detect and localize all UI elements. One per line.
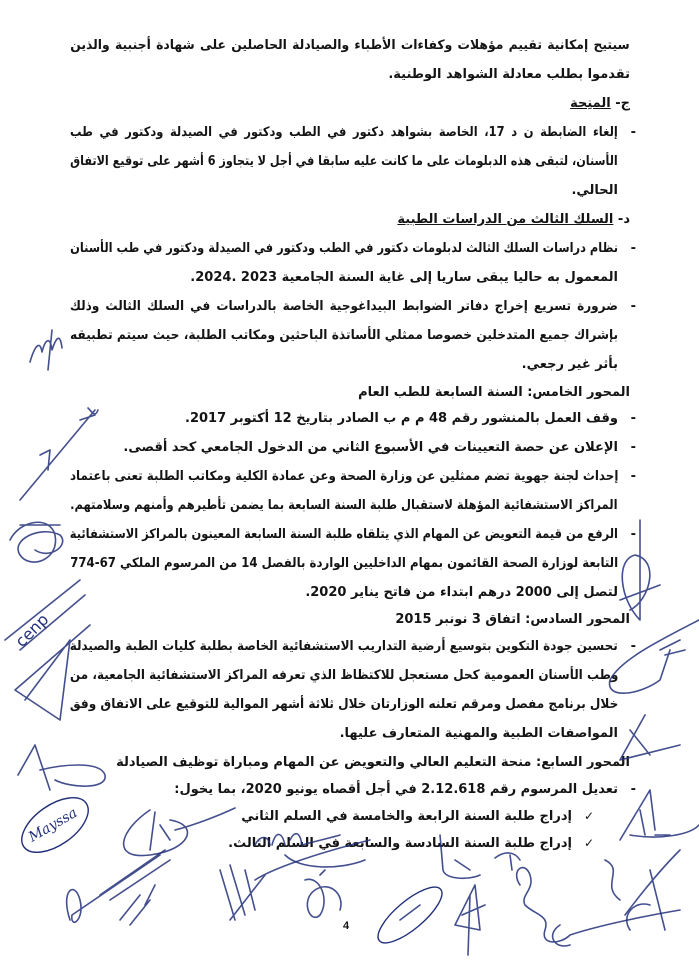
axis5-item4-line2: التابعة لوزارة الصحة القائمون بمهام الداخليين الواردة بالفصل 14 من المرسوم الملكي 67-774 [70,556,618,571]
axis5-item3-line1: إحداث لجنة جهوية تضم ممثلين عن وزارة الصحة وعن عمادة الكلية ومكاتب الطلبة تعنى باعتماد [69,469,618,484]
section-d-item1-line2: المعمول به حاليا يبقى ساريا إلى غاية السنة الجامعية 2023 .2024. [190,270,618,285]
section-c-title: المنِحة [570,96,611,111]
axis6-item1-line4: المواصفات الطبية والمهنية المتعارف عليها. [339,726,618,741]
axis6-item1-line3: خلال برنامج مفصل ومرقم تعلنه الوزارتان خلال ثلاثة أشهر الموالية للتوقيع على الاتفاق وفق [69,697,618,712]
section-c-prefix: ج- [615,96,630,111]
axis5-item2: الإعلان عن حصة التعيينات في الأسبوع الثاني من الدخول الجامعي كحد أقصى. [123,440,618,455]
bullet-dash: - [630,782,636,797]
section-d-item1-line1: نظام دراسات السلك الثالث لدبلومات دكتور في الطب ودكتور في الصيدلة ودكتور في طب الأسنان [70,241,618,256]
intro-line-2: تقدموا بطلب معادلة الشواهد الوطنية. [388,67,630,82]
document-body [69,0,636,960]
signature-mayssa-text: Mayssa [26,804,81,846]
axis6-title: المحور السادس: اتفاق 3 نونبر 2015 [395,612,630,627]
page-number: 4 [343,920,350,932]
section-d-item2-line2: بإشراك جميع المتدخلين خصوصا ممثلي الأساتذة الباحثين ومكاتب الطلبة، حيث سيتم تطبيقه [69,328,618,343]
section-d-prefix: د- [617,212,630,227]
section-c-item1-line3: الحالي. [571,183,618,198]
axis5-title: المحور الخامس: السنة السابعة للطب العام [358,385,630,400]
bullet-dash: - [630,639,636,654]
section-d-item2-line3: بأثر غير رجعي. [521,357,618,372]
bullet-dash: - [630,241,636,256]
axis6-item1-line1: تحسين جودة التكوين بتوسيع أرضية التداريب الاستشفائية الخاصة بطلبة كليات الطبة والصيدلة [69,639,618,654]
checkmark-icon: ✓ [583,809,594,823]
axis5-item4-line1: الرفع من قيمة التعويض عن المهام الذي يتلقاه طلبة السنة السابعة المعينون بالمراكز الاستشفائية [69,527,618,542]
axis7-sub1: إدراج طلبة السنة الرابعة والخامسة في السلم الثاني [241,809,572,824]
section-c-heading [570,89,630,118]
axis5-item3-line2: المراكز الاستشفائية المؤهلة لاستقبال طلبة السنة السابعة بما يضمن تأطيرهم وأمنهم وسلامتهم. [70,498,618,513]
axis5-item4-line3: لتصل إلى 2000 درهم ابتداء من فاتح يناير 2020. [305,585,618,600]
checkmark-icon: ✓ [583,836,594,850]
bullet-dash: - [630,125,636,140]
section-c-item1-line1: إلغاء الضابطة ن د 17، الخاصة بشواهد دكتور في الطب ودكتور في الصيدلة ودكتور في طب [70,125,618,140]
section-d-title: السلك الثالث من الدراسات الطبية [397,212,614,227]
section-d-heading [397,205,630,234]
section-c-item1-line2: الأسنان، لتبقى هذه الدبلومات على ما كانت عليه سابقا في أجل لا يتجاوز 6 أشهر على توقيع الاتفاق [70,154,618,169]
bullet-dash: - [630,527,636,542]
bullet-dash: - [630,299,636,314]
axis6-item1-line2: وطب الأسنان العمومية كحل مستعجل للاكتظاظ الذي تعرفه المراكز الاستشفائية الجامعية، من [69,668,618,683]
bullet-dash: - [630,469,636,484]
axis7-sub2: إدراج طلبة السنة السادسة والسابعة في السلم الثالث. [228,836,572,851]
bullet-dash: - [630,411,636,426]
bullet-dash: - [630,440,636,455]
signature-cenp-text: cenp [11,609,53,651]
signature-3 [10,522,63,562]
section-d-item2-line1: ضرورة تسريع إخراج دفاتر الضوابط البيداغوجية الخاصة بالدراسات في السلك الثالث وذلك [70,299,618,314]
signature-1 [30,330,62,370]
axis5-item1: وقف العمل بالمنشور رقم 48 م م ب الصادر بتاريخ 12 أكتوبر 2017. [185,411,618,426]
axis7-item1: تعديل المرسوم رقم 2.12.618 في أجل أقصاه يونيو 2020، بما يخول: [174,782,618,797]
axis7-title: المحور السابع: منحة التعليم العالي والتعويض عن المهام ومباراة توظيف الصيادلة [116,755,630,770]
intro-line-1: سيتيح إمكانية تقييم مؤهلات وكفاءات الأطباء والصيادلة الحاصلين على شهادة أجنبية والذين [70,38,630,53]
